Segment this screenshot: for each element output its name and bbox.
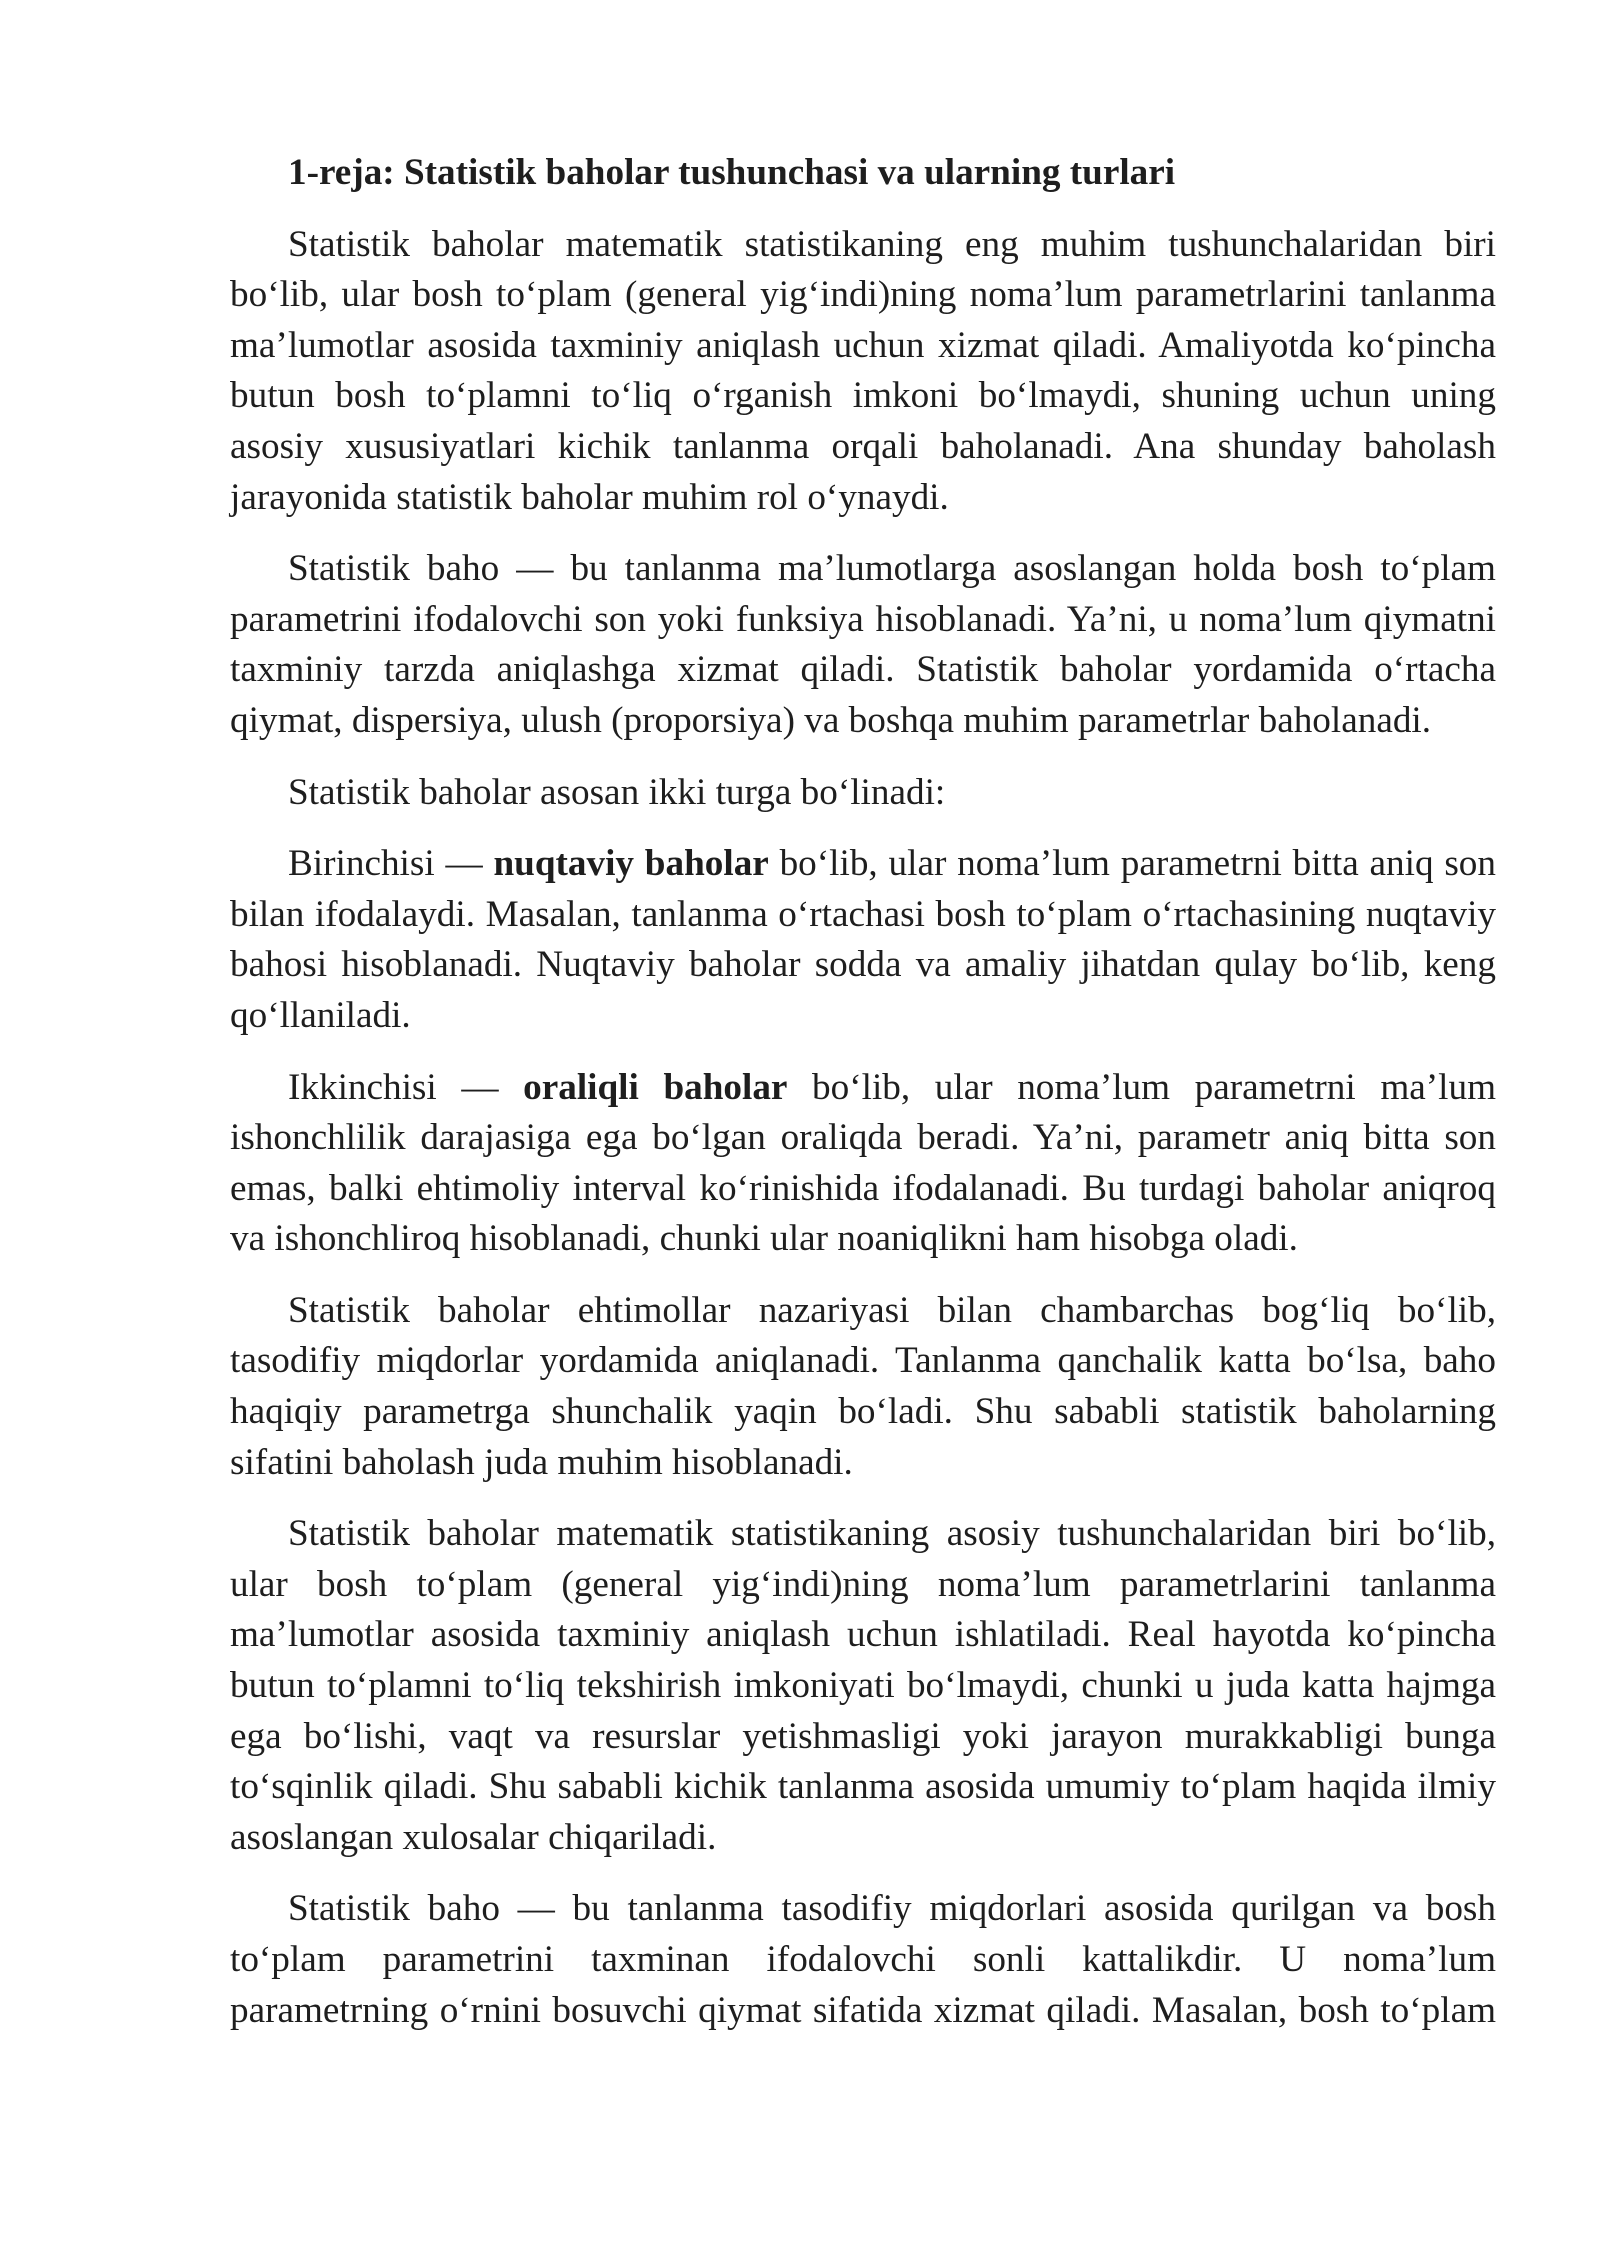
paragraph xyxy=(230,1286,1496,1488)
text-line: ular bosh to‘plam (general yig‘indi)ning noma’lum parametrlarini tanlanma xyxy=(230,1563,1496,1605)
bold-term: nuqtaviy baholar xyxy=(493,843,769,885)
text-line: ma’lumotlar asosida taxminiy aniqlash uchun ishlatiladi. Real hayotda ko‘pincha xyxy=(230,1614,1496,1656)
text-segment: Ikkinchisi — xyxy=(288,1066,524,1108)
text-line: tasodifiy miqdorlar yordamida aniqlanadi. Tanlanma qanchalik katta bo‘lsa, baho xyxy=(230,1340,1496,1382)
text-line: bahosi hisoblanadi. Nuqtaviy baholar sodda va amaliy jihatdan qulay bo‘lib, keng xyxy=(230,944,1496,986)
text-line: qo‘llaniladi. xyxy=(230,994,411,1036)
text-line: Statistik baholar asosan ikki turga bo‘linadi: xyxy=(288,771,946,813)
paragraph xyxy=(230,1509,1496,1863)
text-line: Statistik baholar matematik statistikaning eng muhim tushunchalaridan biri xyxy=(288,223,1496,265)
text-line: ega bo‘lishi, vaqt va resurslar yetishmasligi yoki jarayon murakkabligi bunga xyxy=(230,1715,1496,1757)
text-line: taxminiy tarzda aniqlashga xizmat qiladi. Statistik baholar yordamida o‘rtacha xyxy=(230,649,1496,691)
text-line: ma’lumotlar asosida taxminiy aniqlash uchun xizmat qiladi. Amaliyotda ko‘pincha xyxy=(230,324,1496,366)
text-line: asosiy xususiyatlari kichik tanlanma orqali baholanadi. Ana shunday baholash xyxy=(230,425,1496,467)
paragraph xyxy=(230,839,1496,1041)
text-line: sifatini baholash juda muhim hisoblanadi. xyxy=(230,1441,853,1483)
text-line: va ishonchliroq hisoblanadi, chunki ular noaniqlikni ham hisobga oladi. xyxy=(230,1218,1298,1260)
text-line: emas, balki ehtimoliy interval ko‘rinishida ifodalanadi. Bu turdagi baholar aniqroq xyxy=(230,1167,1496,1209)
paragraph xyxy=(230,1884,1496,2036)
text-line: ishonchlilik darajasiga ega bo‘lgan oraliqda beradi. Ya’ni, parametr aniq bitta son xyxy=(230,1117,1496,1159)
text-segment: bo‘lib, ular noma’lum parametrni ma’lum xyxy=(787,1066,1496,1108)
text-line: parametrini ifodalovchi son yoki funksiya hisoblanadi. Ya’ni, u noma’lum qiymatni xyxy=(230,598,1496,640)
text-line: Statistik baholar ehtimollar nazariyasi bilan chambarchas bog‘liq bo‘lib, xyxy=(288,1289,1496,1331)
paragraph xyxy=(230,1063,1496,1265)
text-line: butun to‘plamni to‘liq tekshirish imkoniyati bo‘lmaydi, chunki u juda katta hajmga xyxy=(230,1665,1496,1707)
document-body xyxy=(230,148,1496,2057)
text-line: bilan ifodalaydi. Masalan, tanlanma o‘rtachasi bosh to‘plam o‘rtachasining nuqtaviy xyxy=(230,893,1496,935)
text-line: haqiqiy parametrga shunchalik yaqin bo‘ladi. Shu sababli statistik baholarning xyxy=(230,1391,1496,1433)
text-segment: bo‘lib, ular noma’lum parametrni bitta aniq son xyxy=(768,843,1496,885)
text-line: asoslangan xulosalar chiqariladi. xyxy=(230,1816,717,1858)
text-line: Statistik baho — bu tanlanma ma’lumotlarga asoslangan holda bosh to‘plam xyxy=(288,548,1496,590)
paragraph xyxy=(230,544,1496,746)
text-line: butun bosh to‘plamni to‘liq o‘rganish imkoni bo‘lmaydi, shuning uchun uning xyxy=(230,375,1496,417)
text-line xyxy=(230,1063,1496,1114)
text-line: bo‘lib, ular bosh to‘plam (general yig‘indi)ning noma’lum parametrlarini tanlanma xyxy=(230,274,1496,316)
text-line: qiymat, dispersiya, ulush (proporsiya) va boshqa muhim parametrlar baholanadi. xyxy=(230,699,1432,741)
text-line: to‘plam parametrini taxminan ifodalovchi sonli kattalikdir. U noma’lum xyxy=(230,1939,1496,1980)
paragraph xyxy=(230,220,1496,524)
paragraph xyxy=(230,768,1496,819)
text-line xyxy=(230,839,1496,890)
text-line: Statistik baho — bu tanlanma tasodifiy miqdorlari asosida qurilgan va bosh xyxy=(288,1888,1496,1930)
section-heading: 1-reja: Statistik baholar tushunchasi va ularning turlari xyxy=(288,152,1176,193)
text-line: jarayonida statistik baholar muhim rol o‘ynaydi. xyxy=(230,476,949,518)
text-segment: Birinchisi — xyxy=(288,843,494,885)
text-line: to‘sqinlik qiladi. Shu sababli kichik tanlanma asosida umumiy to‘plam haqida ilmiy xyxy=(230,1766,1496,1808)
text-line: Statistik baholar matematik statistikaning asosiy tushunchalaridan biri bo‘lib, xyxy=(288,1513,1496,1555)
text-line: parametrning o‘rnini bosuvchi qiymat sifatida xizmat qiladi. Masalan, bosh to‘plam xyxy=(230,1989,1496,2031)
bold-term: oraliqli baholar xyxy=(523,1066,788,1108)
